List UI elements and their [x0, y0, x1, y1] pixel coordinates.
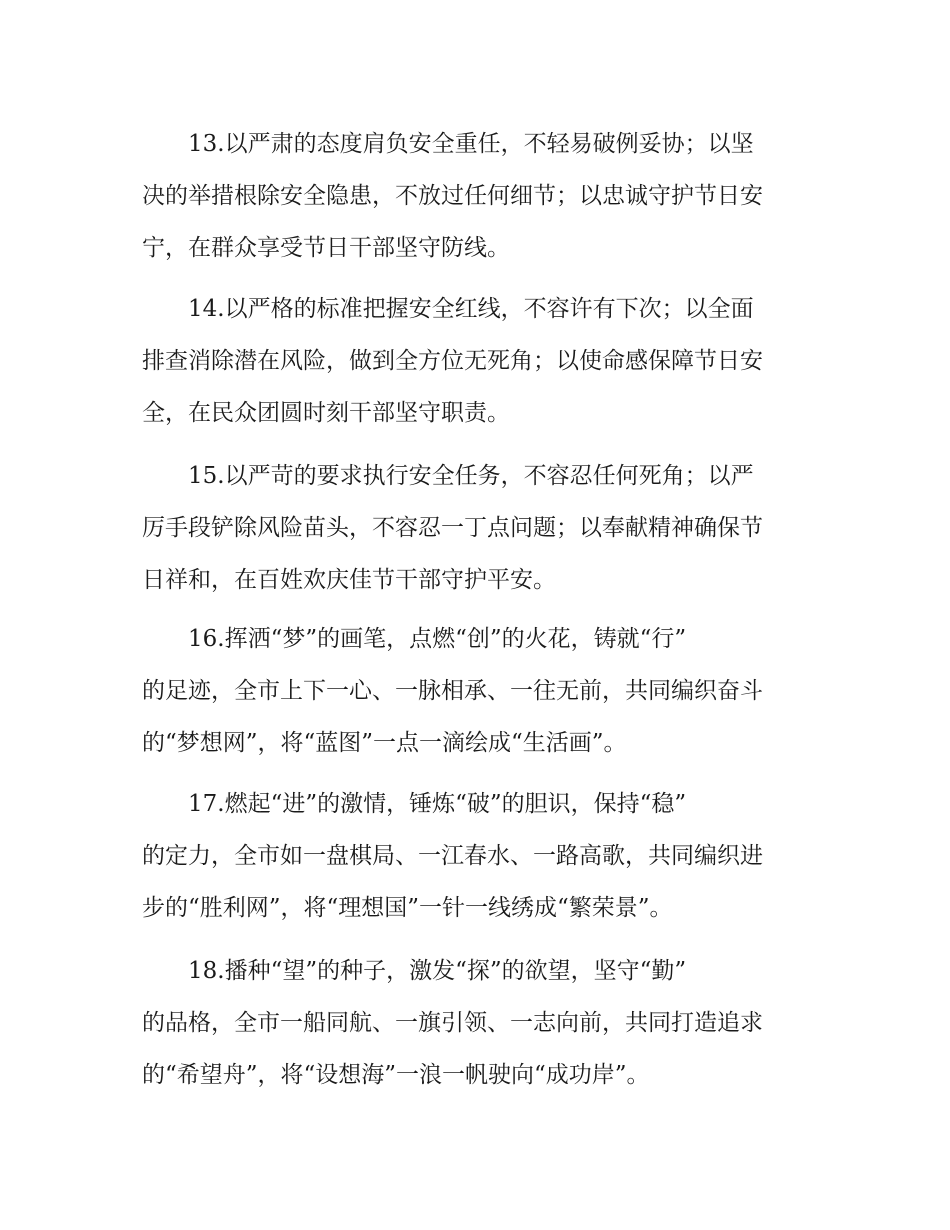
paragraph-14 [142, 283, 763, 439]
paragraph-line: 的定力，全市如一盘棋局、一江春水、一路高歌，共同编织进 [142, 843, 763, 869]
paragraph-line: 决的举措根除安全隐患，不放过任何细节；以忠诚守护节日安 [142, 183, 763, 209]
paragraph-17 [142, 778, 763, 934]
paragraph-line: 16.挥洒“梦”的画笔，点燃“创”的火花，铸就“行” [188, 626, 687, 652]
paragraph-line: 宁，在群众享受节日干部坚守防线。 [142, 235, 510, 261]
paragraph-line: 厉手段铲除风险苗头，不容忍一丁点问题；以奉献精神确保节 [142, 515, 763, 541]
paragraph-line: 18.播种“望”的种子，激发“探”的欲望，坚守“勤” [188, 958, 687, 984]
paragraph-line: 13.以严肃的态度肩负安全重任，不轻易破例妥协；以坚 [188, 131, 754, 157]
paragraph-line: 的“梦想网”，将“蓝图”一点一滴绘成“生活画”。 [142, 730, 627, 756]
paragraph-line: 排查消除潜在风险，做到全方位无死角；以使命感保障节日安 [142, 348, 763, 374]
paragraph-line: 步的“胜利网”，将“理想国”一针一线绣成“繁荣景”。 [142, 895, 673, 921]
paragraph-line: 全，在民众团圆时刻干部坚守职责。 [142, 400, 510, 426]
paragraph-line: 日祥和，在百姓欢庆佳节干部守护平安。 [142, 567, 556, 593]
paragraph-15 [142, 450, 763, 606]
paragraph-18 [142, 945, 763, 1101]
paragraph-16 [142, 613, 763, 769]
paragraph-line: 17.燃起“进”的激情，锤炼“破”的胆识，保持“稳” [188, 791, 687, 817]
paragraph-line: 14.以严格的标准把握安全红线，不容许有下次；以全面 [188, 296, 754, 322]
paragraph-line: 的“希望舟”，将“设想海”一浪一帆驶向“成功岸”。 [142, 1062, 650, 1088]
paragraph-line: 15.以严苛的要求执行安全任务，不容忍任何死角；以严 [188, 463, 754, 489]
paragraph-13 [142, 118, 763, 274]
paragraph-line: 的品格，全市一船同航、一旗引领、一志向前，共同打造追求 [142, 1010, 763, 1036]
paragraph-line: 的足迹，全市上下一心、一脉相承、一往无前，共同编织奋斗 [142, 678, 763, 704]
